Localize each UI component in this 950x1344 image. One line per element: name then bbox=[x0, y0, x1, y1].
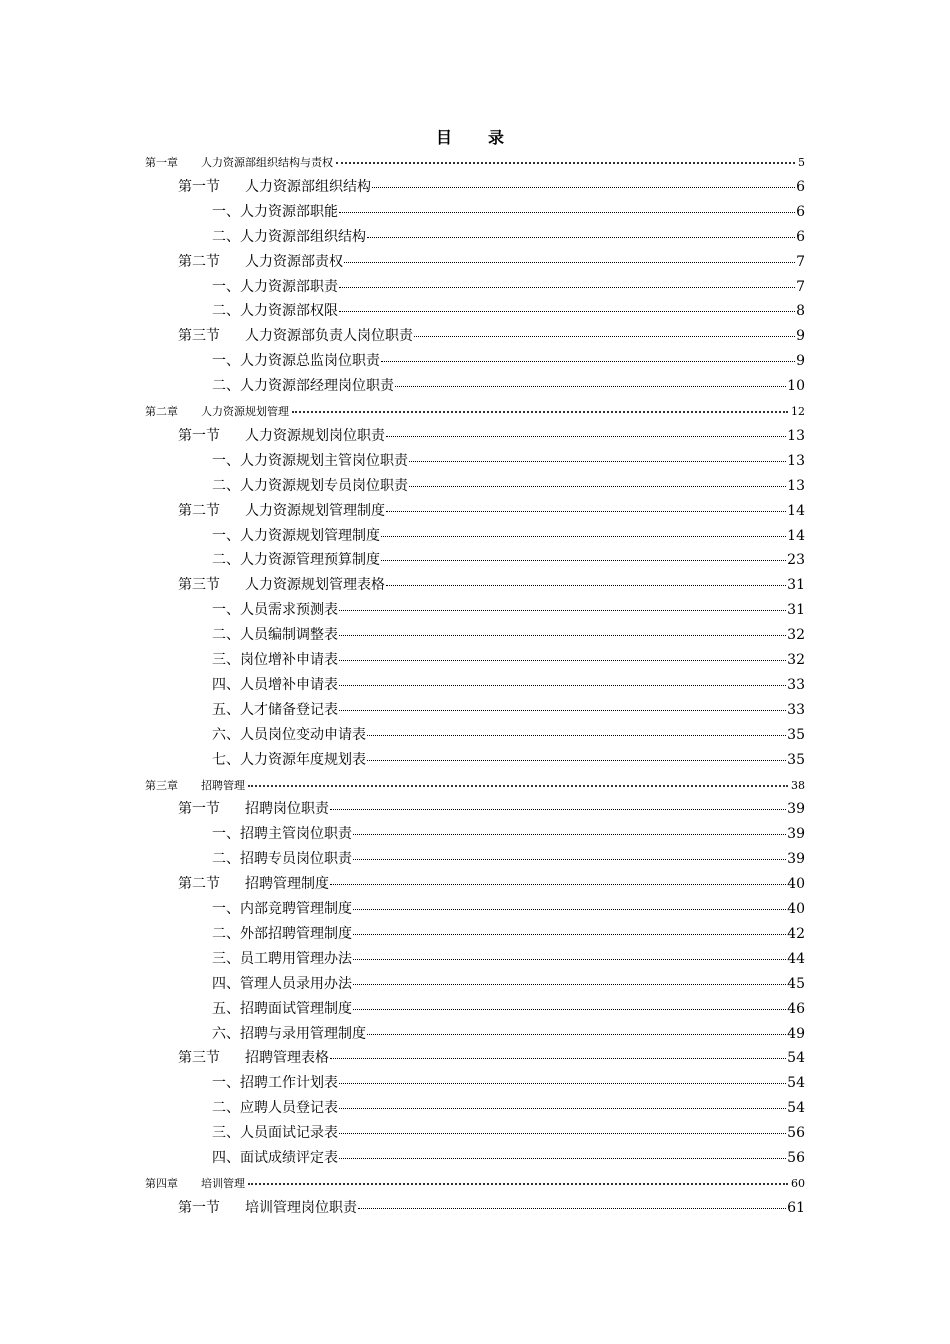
toc-entry-item[interactable] bbox=[212, 847, 805, 872]
toc-entry-number: 一、 bbox=[212, 826, 240, 843]
toc-entry-label bbox=[212, 673, 338, 698]
toc-entry-number: 四、 bbox=[212, 1150, 240, 1166]
toc-entry-number: 二、 bbox=[212, 303, 240, 320]
toc-entry-item[interactable] bbox=[212, 548, 805, 573]
toc-entry-page: 40 bbox=[787, 901, 805, 917]
toc-entry-text: 人力资源部组织结构 bbox=[245, 178, 371, 195]
toc-entry-text: 人力资源规划管理制度 bbox=[240, 527, 380, 544]
toc-entry-page: 42 bbox=[787, 925, 805, 942]
toc-entry-chapter[interactable] bbox=[145, 150, 805, 175]
toc-entry-text: 人力资源管理预算制度 bbox=[240, 552, 380, 569]
toc-entry-item[interactable] bbox=[212, 474, 805, 499]
toc-entry-page: 33 bbox=[787, 676, 805, 693]
toc-entry-section[interactable] bbox=[178, 1196, 805, 1221]
dot-leader bbox=[339, 660, 786, 661]
toc-entry-label bbox=[145, 150, 333, 175]
toc-entry-label bbox=[212, 897, 352, 922]
dot-leader bbox=[414, 336, 795, 337]
toc-entry-number: 第三节 bbox=[178, 1050, 220, 1067]
toc-entry-page: 39 bbox=[787, 826, 805, 843]
toc-entry-page: 49 bbox=[787, 1025, 805, 1042]
toc-entry-number: 七、 bbox=[212, 751, 240, 768]
toc-entry-page: 35 bbox=[787, 751, 805, 768]
toc-entry-text: 人力资源部权限 bbox=[240, 303, 338, 320]
toc-entry-label bbox=[212, 349, 380, 374]
toc-entry-page: 10 bbox=[787, 378, 805, 395]
toc-entry-text: 人力资源规划管理表格 bbox=[245, 577, 385, 594]
toc-entry-label bbox=[145, 1171, 245, 1196]
toc-entry-text: 面试成绩评定表 bbox=[240, 1150, 338, 1166]
toc-entry-text: 招聘与录用管理制度 bbox=[240, 1025, 366, 1042]
toc-entry-label bbox=[178, 1046, 329, 1071]
toc-entry-page: 23 bbox=[787, 552, 805, 569]
toc-entry-page: 6 bbox=[796, 203, 805, 220]
toc-entry-number: 第二节 bbox=[178, 876, 220, 893]
toc-entry-item[interactable] bbox=[212, 1071, 805, 1096]
toc-entry-label bbox=[212, 474, 408, 499]
toc-entry-section[interactable] bbox=[178, 175, 805, 200]
dot-leader bbox=[386, 585, 786, 586]
toc-entry-text: 人才储备登记表 bbox=[240, 701, 338, 718]
toc-entry-item[interactable] bbox=[212, 947, 805, 972]
dot-leader bbox=[395, 386, 786, 387]
toc-entry-number: 一、 bbox=[212, 1075, 240, 1092]
toc-entry-item[interactable] bbox=[212, 349, 805, 374]
toc-entry-text: 人力资源年度规划表 bbox=[240, 751, 366, 768]
toc-entry-section[interactable] bbox=[178, 324, 805, 349]
dot-leader bbox=[358, 1208, 786, 1209]
toc-entry-page: 38 bbox=[791, 778, 805, 792]
toc-entry-number: 四、 bbox=[212, 676, 240, 693]
toc-entry-label bbox=[212, 374, 394, 399]
toc-entry-text: 人力资源规划管理 bbox=[201, 405, 289, 418]
toc-entry-text: 招聘岗位职责 bbox=[245, 801, 329, 818]
toc-entry-text: 员工聘用管理办法 bbox=[240, 950, 352, 967]
dot-leader bbox=[386, 511, 786, 512]
toc-entry-item[interactable] bbox=[212, 1121, 805, 1146]
dot-leader bbox=[367, 760, 786, 761]
toc-entry-label bbox=[178, 424, 385, 449]
toc-entry-number: 一、 bbox=[212, 452, 240, 469]
dot-leader bbox=[248, 1183, 788, 1185]
toc-entry-number: 五、 bbox=[212, 1000, 240, 1017]
dot-leader bbox=[353, 934, 786, 935]
toc-entry-page: 44 bbox=[787, 950, 805, 967]
toc-entry-page: 31 bbox=[787, 602, 805, 619]
toc-entry-text: 人力资源规划主管岗位职责 bbox=[240, 452, 408, 469]
toc-entry-page: 14 bbox=[787, 502, 805, 519]
toc-entry-item[interactable] bbox=[212, 698, 805, 723]
toc-entry-chapter[interactable] bbox=[145, 399, 805, 424]
toc-entry-item[interactable] bbox=[212, 723, 805, 748]
toc-entry-item[interactable] bbox=[212, 598, 805, 623]
toc-entry-number: 一、 bbox=[212, 203, 240, 220]
toc-entry-number: 二、 bbox=[212, 477, 240, 494]
dot-leader bbox=[330, 884, 786, 885]
toc-entry-chapter[interactable] bbox=[145, 1171, 805, 1196]
toc-entry-label bbox=[178, 1196, 357, 1221]
dot-leader bbox=[339, 1108, 786, 1109]
toc-entry-number: 四、 bbox=[212, 975, 240, 992]
toc-entry-section[interactable] bbox=[178, 424, 805, 449]
toc-entry-label bbox=[212, 275, 338, 300]
toc-entry-page: 33 bbox=[787, 701, 805, 718]
dot-leader bbox=[344, 262, 795, 263]
toc-entry-label bbox=[178, 324, 413, 349]
toc-entry-section[interactable] bbox=[178, 1046, 805, 1071]
toc-entry-number: 第二节 bbox=[178, 502, 220, 519]
toc-entry-item[interactable] bbox=[212, 623, 805, 648]
toc-entry-text: 人力资源规划专员岗位职责 bbox=[240, 477, 408, 494]
dot-leader bbox=[353, 859, 786, 860]
toc-entry-number: 三、 bbox=[212, 1125, 240, 1142]
toc-entry-number: 一、 bbox=[212, 901, 240, 917]
toc-entry-text: 人员岗位变动申请表 bbox=[240, 726, 366, 743]
toc-entry-label bbox=[212, 748, 366, 773]
toc-entry-number: 一、 bbox=[212, 353, 240, 370]
toc-entry-label bbox=[212, 623, 338, 648]
toc-entry-page: 9 bbox=[796, 353, 805, 370]
toc-entry-number: 二、 bbox=[212, 925, 240, 942]
toc-entry-label bbox=[212, 299, 338, 324]
toc-entry-item[interactable] bbox=[212, 449, 805, 474]
toc-entry-item[interactable] bbox=[212, 225, 805, 250]
dot-leader bbox=[367, 1034, 786, 1035]
toc-entry-item[interactable] bbox=[212, 748, 805, 773]
toc-entry-item[interactable] bbox=[212, 374, 805, 399]
toc-entry-item[interactable] bbox=[212, 275, 805, 300]
toc-entry-page: 6 bbox=[796, 228, 805, 245]
toc-entry-page: 31 bbox=[787, 577, 805, 594]
toc-entry-item[interactable] bbox=[212, 997, 805, 1022]
toc-entry-number: 三、 bbox=[212, 652, 240, 668]
toc-entry-page: 56 bbox=[787, 1150, 805, 1166]
toc-entry-text: 人力资源部职责 bbox=[240, 278, 338, 295]
toc-entry-item[interactable] bbox=[212, 972, 805, 997]
toc-entry-label bbox=[212, 1121, 338, 1146]
toc-entry-page: 45 bbox=[787, 975, 805, 992]
toc-entry-number: 第一章 bbox=[145, 156, 178, 169]
toc-entry-text: 人力资源部组织结构 bbox=[240, 228, 366, 245]
dot-leader bbox=[339, 710, 786, 711]
toc-entry-item[interactable] bbox=[212, 1096, 805, 1121]
toc-entry-number: 第一节 bbox=[178, 178, 220, 195]
toc-entry-label bbox=[178, 797, 329, 822]
dot-leader bbox=[292, 411, 788, 413]
toc-entry-label bbox=[212, 225, 366, 250]
toc-entry-section[interactable] bbox=[178, 797, 805, 822]
toc-entry-label bbox=[178, 250, 343, 275]
toc-entry-item[interactable] bbox=[212, 673, 805, 698]
toc-entry-number: 第一节 bbox=[178, 1199, 220, 1216]
toc-entry-page: 6 bbox=[796, 178, 805, 195]
dot-leader bbox=[339, 635, 786, 636]
toc-entry-section[interactable] bbox=[178, 872, 805, 897]
toc-entry-text: 人力资源规划岗位职责 bbox=[245, 427, 385, 444]
toc-entry-label bbox=[178, 499, 385, 524]
toc-entry-chapter[interactable] bbox=[145, 773, 805, 798]
toc-entry-label bbox=[212, 822, 352, 847]
toc-entry-item[interactable] bbox=[212, 200, 805, 225]
dot-leader bbox=[339, 287, 795, 288]
dot-leader bbox=[409, 461, 786, 462]
dot-leader bbox=[330, 1058, 786, 1059]
toc-entry-number: 第一节 bbox=[178, 801, 220, 818]
dot-leader bbox=[353, 984, 786, 985]
dot-leader bbox=[339, 212, 795, 213]
toc-entry-page: 61 bbox=[787, 1199, 805, 1216]
toc-entry-label bbox=[178, 175, 371, 200]
toc-entry-label bbox=[212, 1071, 338, 1096]
toc-entry-text: 岗位增补申请表 bbox=[240, 652, 338, 668]
dot-leader bbox=[339, 311, 795, 312]
toc-entry-page: 14 bbox=[787, 527, 805, 544]
dot-leader bbox=[353, 834, 786, 835]
toc-entry-page: 5 bbox=[798, 156, 805, 169]
toc-entry-number: 五、 bbox=[212, 701, 240, 718]
toc-entry-item[interactable] bbox=[212, 897, 805, 922]
toc-entry-text: 培训管理 bbox=[201, 1176, 245, 1190]
toc-entry-page: 54 bbox=[787, 1050, 805, 1067]
toc-entry-page: 32 bbox=[787, 652, 805, 668]
toc-title: 目 录 bbox=[435, 128, 514, 147]
toc-entry-page: 46 bbox=[787, 1000, 805, 1017]
toc-entry-text: 人力资源部组织结构与责权 bbox=[201, 156, 333, 169]
dot-leader bbox=[248, 785, 788, 787]
toc-entry-number: 二、 bbox=[212, 228, 240, 245]
toc-entry-number: 二、 bbox=[212, 627, 240, 644]
dot-leader bbox=[386, 436, 786, 437]
toc-entry-label bbox=[145, 399, 289, 424]
toc-entry-number: 第二章 bbox=[145, 405, 178, 418]
toc-entry-number: 六、 bbox=[212, 1025, 240, 1042]
toc-entry-page: 60 bbox=[791, 1176, 805, 1190]
toc-entry-text: 招聘专员岗位职责 bbox=[240, 851, 352, 868]
toc-entry-page: 39 bbox=[787, 801, 805, 818]
dot-leader bbox=[381, 560, 786, 561]
toc-entry-number: 六、 bbox=[212, 726, 240, 743]
toc-entry-item[interactable] bbox=[212, 648, 805, 673]
toc-entry-number: 一、 bbox=[212, 527, 240, 544]
toc-entry-label bbox=[212, 524, 380, 549]
toc-entry-text: 管理人员录用办法 bbox=[240, 975, 352, 992]
toc-entry-text: 招聘主管岗位职责 bbox=[240, 826, 352, 843]
toc-entry-item[interactable] bbox=[212, 524, 805, 549]
toc-entry-page: 54 bbox=[787, 1075, 805, 1092]
toc-entry-number: 第三节 bbox=[178, 328, 220, 345]
toc-entry-number: 二、 bbox=[212, 851, 240, 868]
toc-entry-label bbox=[212, 723, 366, 748]
toc-entry-text: 招聘管理制度 bbox=[245, 876, 329, 893]
toc-entry-text: 人力资源规划管理制度 bbox=[245, 502, 385, 519]
toc-entry-page: 7 bbox=[796, 278, 805, 295]
dot-leader bbox=[339, 610, 786, 611]
toc-entry-page: 7 bbox=[796, 253, 805, 270]
toc-entry-number: 第三章 bbox=[145, 778, 178, 792]
toc-entry-text: 招聘管理 bbox=[201, 778, 245, 792]
toc-entry-number: 第二节 bbox=[178, 253, 220, 270]
toc-entry-text: 招聘面试管理制度 bbox=[240, 1000, 352, 1017]
toc-entry-number: 三、 bbox=[212, 950, 240, 967]
toc-entry-page: 8 bbox=[796, 303, 805, 320]
toc-entry-number: 二、 bbox=[212, 1100, 240, 1117]
toc-entry-text: 人力资源总监岗位职责 bbox=[240, 353, 380, 370]
dot-leader bbox=[353, 909, 786, 910]
toc-entry-label bbox=[212, 947, 352, 972]
toc-entry-section[interactable] bbox=[178, 499, 805, 524]
toc-entry-text: 内部竞聘管理制度 bbox=[240, 901, 352, 917]
toc-entry-label bbox=[212, 972, 352, 997]
dot-leader bbox=[336, 162, 795, 164]
toc-entry-label bbox=[145, 773, 245, 798]
toc-entry-page: 32 bbox=[787, 627, 805, 644]
dot-leader bbox=[339, 1133, 786, 1134]
toc-entry-text: 招聘工作计划表 bbox=[240, 1075, 338, 1092]
toc-entry-page: 13 bbox=[787, 427, 805, 444]
toc-entry-label bbox=[212, 922, 352, 947]
toc-entry-page: 54 bbox=[787, 1100, 805, 1117]
toc-entry-label bbox=[212, 548, 380, 573]
toc-entry-label bbox=[212, 847, 352, 872]
toc-entry-text: 人力资源部职能 bbox=[240, 203, 338, 220]
toc-entry-text: 人员增补申请表 bbox=[240, 676, 338, 693]
toc-entry-page: 40 bbox=[787, 876, 805, 893]
toc-entry-label bbox=[212, 1146, 338, 1171]
toc-entry-number: 一、 bbox=[212, 278, 240, 295]
toc-entry-text: 外部招聘管理制度 bbox=[240, 925, 352, 942]
dot-leader bbox=[372, 187, 795, 188]
toc-entry-item[interactable] bbox=[212, 1022, 805, 1047]
toc-entry-label bbox=[178, 573, 385, 598]
toc-entry-section[interactable] bbox=[178, 573, 805, 598]
toc-entry-number: 一、 bbox=[212, 602, 240, 619]
toc-entry-page: 12 bbox=[791, 405, 805, 418]
dot-leader bbox=[339, 1158, 786, 1159]
toc-entry-text: 招聘管理表格 bbox=[245, 1050, 329, 1067]
dot-leader bbox=[353, 1009, 786, 1010]
toc-entry-page: 56 bbox=[787, 1125, 805, 1142]
toc-entry-label bbox=[212, 449, 408, 474]
toc-entry-number: 第三节 bbox=[178, 577, 220, 594]
toc-entry-item[interactable] bbox=[212, 1146, 805, 1171]
toc-entry-label bbox=[212, 1096, 338, 1121]
toc-entry-page: 9 bbox=[796, 328, 805, 345]
toc-entry-text: 应聘人员登记表 bbox=[240, 1100, 338, 1117]
toc-entry-text: 人员需求预测表 bbox=[240, 602, 338, 619]
toc-entry-item[interactable] bbox=[212, 922, 805, 947]
dot-leader bbox=[367, 237, 795, 238]
dot-leader bbox=[409, 486, 786, 487]
toc-entry-label bbox=[212, 698, 338, 723]
toc-entry-page: 13 bbox=[787, 477, 805, 494]
dot-leader bbox=[339, 685, 786, 686]
toc-entry-item[interactable] bbox=[212, 822, 805, 847]
dot-leader bbox=[381, 536, 786, 537]
toc-entry-number: 第一节 bbox=[178, 427, 220, 444]
toc-entry-section[interactable] bbox=[178, 250, 805, 275]
toc-entry-text: 培训管理岗位职责 bbox=[245, 1199, 357, 1216]
toc-entry-text: 人员面试记录表 bbox=[240, 1125, 338, 1142]
dot-leader bbox=[339, 1083, 786, 1084]
toc-entry-label bbox=[178, 872, 329, 897]
toc-entry-page: 39 bbox=[787, 851, 805, 868]
toc-entry-item[interactable] bbox=[212, 299, 805, 324]
toc-entry-number: 第四章 bbox=[145, 1176, 178, 1190]
toc-entry-label bbox=[212, 200, 338, 225]
toc-entry-page: 13 bbox=[787, 452, 805, 469]
dot-leader bbox=[330, 809, 786, 810]
toc-entry-label bbox=[212, 598, 338, 623]
toc-entry-text: 人力资源部责权 bbox=[245, 253, 343, 270]
toc-entry-label bbox=[212, 997, 352, 1022]
dot-leader bbox=[367, 735, 786, 736]
toc-entry-label bbox=[212, 648, 338, 673]
toc-entry-number: 二、 bbox=[212, 552, 240, 569]
toc-entry-page: 35 bbox=[787, 726, 805, 743]
toc-entry-text: 人力资源部负责人岗位职责 bbox=[245, 328, 413, 345]
toc-entry-text: 人力资源部经理岗位职责 bbox=[240, 378, 394, 395]
dot-leader bbox=[353, 959, 786, 960]
toc-entry-label bbox=[212, 1022, 366, 1047]
toc-entry-number: 二、 bbox=[212, 378, 240, 395]
toc-entry-text: 人员编制调整表 bbox=[240, 627, 338, 644]
dot-leader bbox=[381, 361, 795, 362]
